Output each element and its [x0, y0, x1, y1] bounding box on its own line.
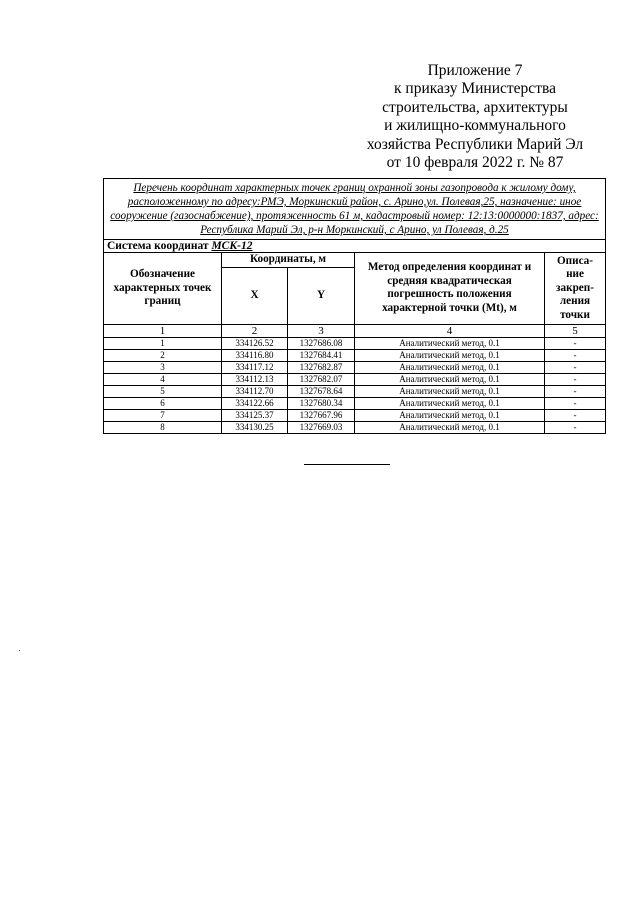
x-cell: 334116.80	[222, 349, 288, 361]
point-cell: 6	[104, 397, 222, 409]
description-cell: -	[545, 361, 606, 373]
table-row	[104, 349, 606, 361]
scan-speck	[19, 650, 20, 651]
column-number: 3	[288, 324, 355, 337]
method-cell: Аналитический метод, 0.1	[355, 385, 545, 397]
table-header-row	[104, 253, 606, 268]
y-cell: 1327678.64	[288, 385, 355, 397]
table-row	[104, 397, 606, 409]
coordinate-system-row	[104, 240, 606, 253]
x-cell: 334112.13	[222, 373, 288, 385]
x-cell: 334125.37	[222, 409, 288, 421]
description-cell: -	[545, 409, 606, 421]
table-row	[104, 373, 606, 385]
header-x: X	[222, 267, 288, 324]
description-cell: -	[545, 337, 606, 349]
y-cell: 1327682.87	[288, 361, 355, 373]
coordinate-system	[104, 240, 606, 253]
y-cell: 1327686.08	[288, 337, 355, 349]
column-number: 1	[104, 324, 222, 337]
point-cell: 3	[104, 361, 222, 373]
header-description: Описа-ние закреп-ления точки	[545, 253, 606, 325]
method-cell: Аналитический метод, 0.1	[355, 421, 545, 433]
appendix-line: строительства, архитектуры	[382, 98, 568, 116]
method-cell: Аналитический метод, 0.1	[355, 361, 545, 373]
y-cell: 1327680.34	[288, 397, 355, 409]
y-cell: 1327669.03	[288, 421, 355, 433]
header-point: Обозначение характерных точек границ	[104, 253, 222, 325]
x-cell: 334130.25	[222, 421, 288, 433]
method-cell: Аналитический метод, 0.1	[355, 349, 545, 361]
description-cell: -	[545, 373, 606, 385]
coordinate-system-label: Система координат	[107, 240, 212, 252]
table-row	[104, 337, 606, 349]
column-number-row	[104, 324, 606, 337]
coordinates-table	[103, 178, 606, 434]
point-cell: 4	[104, 373, 222, 385]
header-coords: Координаты, м	[222, 253, 355, 268]
table-title: Перечень координат характерных точек границ охранной зоны газопровода к жилому дому, расположенному по адресу:РМЭ, Моркинский район, с. Арино,ул. Полевая,25, назначение: иное сооружение (газоснабжение), протяженность 61 м, кадастровый номер: 12:13:0000000:1837, адрес: Республика Марий Эл, р-н Моркинский, с Арино, ул Полевая, д.25	[104, 179, 606, 240]
appendix-header	[360, 62, 590, 172]
point-cell: 7	[104, 409, 222, 421]
y-cell: 1327682.07	[288, 373, 355, 385]
method-cell: Аналитический метод, 0.1	[355, 337, 545, 349]
x-cell: 334112.70	[222, 385, 288, 397]
description-cell: -	[545, 385, 606, 397]
table-row	[104, 361, 606, 373]
table-row	[104, 385, 606, 397]
appendix-line: хозяйства Республики Марий Эл	[366, 135, 584, 153]
table-row	[104, 409, 606, 421]
header-method: Метод определения координат и средняя квадратическая погрешность положения характерной точки (Mt), м	[355, 253, 545, 325]
header-y: Y	[288, 267, 355, 324]
point-cell: 1	[104, 337, 222, 349]
appendix-line: к приказу Министерства	[394, 80, 556, 98]
coordinate-system-value: МСК-12	[211, 240, 253, 252]
table-row	[104, 421, 606, 433]
column-number: 4	[355, 324, 545, 337]
method-cell: Аналитический метод, 0.1	[355, 373, 545, 385]
method-cell: Аналитический метод, 0.1	[355, 397, 545, 409]
divider-line	[304, 464, 390, 465]
description-cell: -	[545, 397, 606, 409]
x-cell: 334126.52	[222, 337, 288, 349]
appendix-line: и жилищно-коммунального	[384, 117, 566, 135]
column-number: 2	[222, 324, 288, 337]
description-cell: -	[545, 421, 606, 433]
point-cell: 2	[104, 349, 222, 361]
point-cell: 8	[104, 421, 222, 433]
point-cell: 5	[104, 385, 222, 397]
y-cell: 1327684.41	[288, 349, 355, 361]
column-number: 5	[545, 324, 606, 337]
description-cell: -	[545, 349, 606, 361]
table-title-row	[104, 179, 606, 240]
x-cell: 334117.12	[222, 361, 288, 373]
appendix-line: Приложение 7	[427, 62, 523, 79]
appendix-line: от 10 февраля 2022 г. № 87	[386, 154, 564, 172]
method-cell: Аналитический метод, 0.1	[355, 409, 545, 421]
y-cell: 1327667.96	[288, 409, 355, 421]
x-cell: 334122.66	[222, 397, 288, 409]
